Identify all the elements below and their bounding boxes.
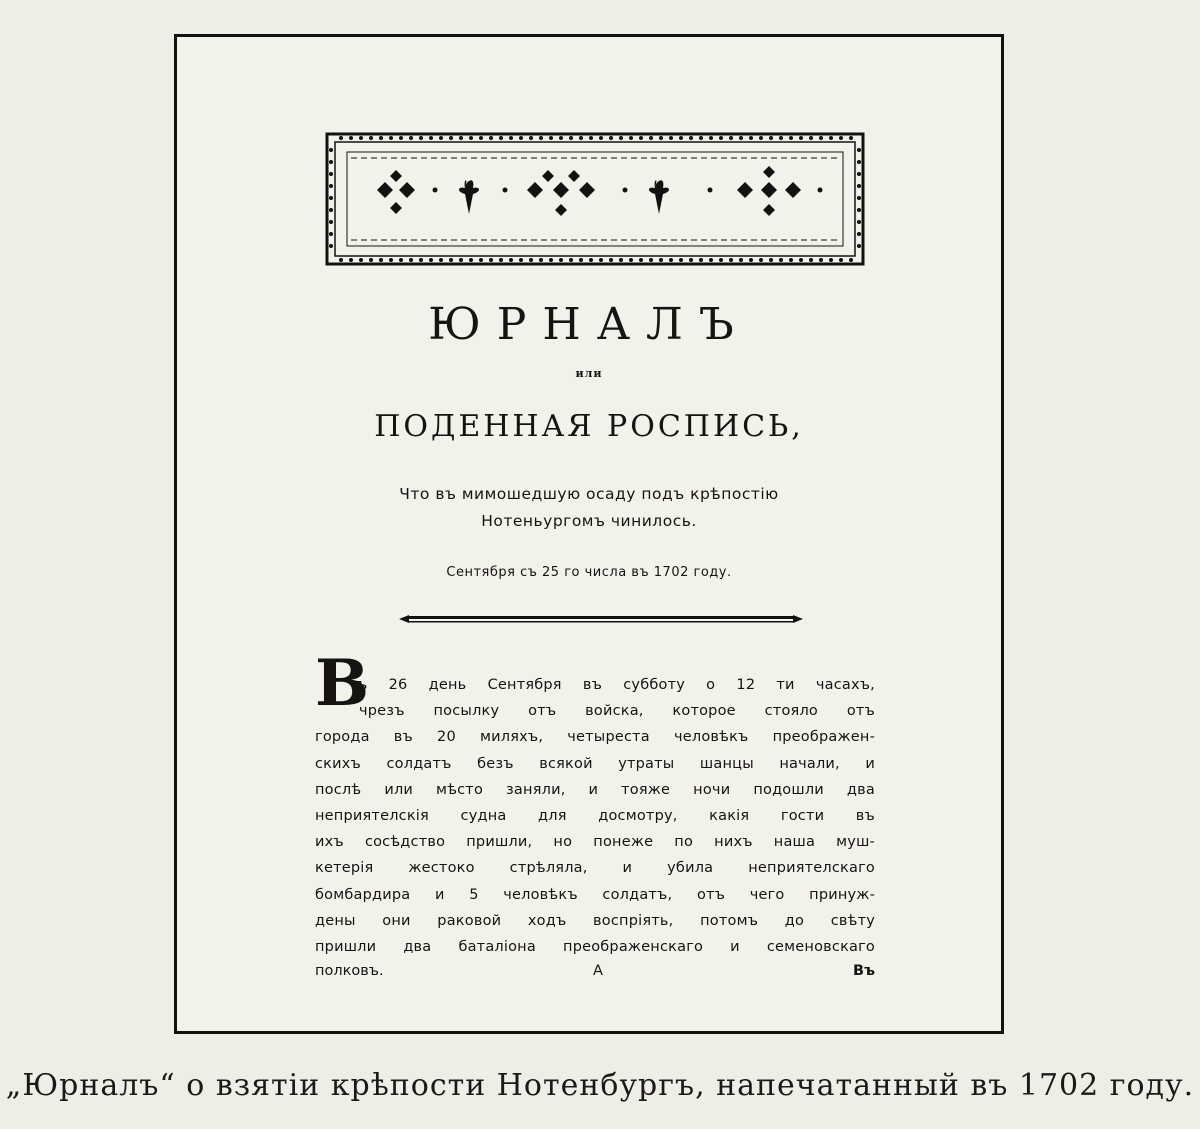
document-subtitle: ПОДЕННАЯ РОСПИСЬ, — [374, 409, 804, 444]
document-title: ЮРНАЛЪ — [428, 299, 750, 350]
body-line: дены они раковой ходъ воспріять, потомъ до свѣту — [315, 912, 875, 929]
body-line: города въ 20 миляхъ, четыреста человѣкъ преображен- — [315, 729, 875, 746]
description-line: Нотеньургомъ чинилось. — [481, 512, 697, 530]
body-line: скихъ солдатъ безъ всякой утраты шанцы начали, и — [315, 755, 875, 772]
figure-caption: „Юрналъ“ о взятіи крѣпости Нотенбургъ, напечатанный въ 1702 году. — [5, 1068, 1195, 1103]
ornament-headpiece — [325, 130, 865, 268]
body-line: кетерія жестоко стрѣляла, и убила неприятелскаго — [315, 860, 875, 877]
last-body-line: полковъ. — [315, 963, 384, 979]
page-frame — [174, 34, 1004, 1034]
signature-mark: А — [593, 963, 603, 979]
body-line: пришли два баталіона преображенскаго и семеновскаго — [315, 939, 875, 956]
catchword: Въ — [853, 963, 875, 979]
body-text — [315, 672, 875, 960]
description — [287, 481, 891, 535]
body-line: послѣ или мѣсто заняли, и тояже ночи подошли два — [315, 781, 875, 798]
body-line: ихъ сосѣдство пришли, но понеже по нихъ наша муш- — [315, 834, 875, 851]
ornamental-rule — [399, 612, 803, 626]
body-line: бомбардира и 5 человѣкъ солдатъ, отъ чего принуж- — [315, 886, 875, 903]
description-line: Что въ мимошедшую осаду подъ крѣпостію — [399, 485, 779, 503]
body-line: неприятелскія судна для досмотру, какія гости въ — [315, 808, 875, 825]
body-line: чрезъ посылку отъ войска, которое стояло отъ — [359, 703, 875, 720]
drop-cap: В — [315, 646, 370, 721]
conjunction-text: или — [575, 367, 603, 380]
body-line: ъ 26 день Сентября въ субботу о 12 ти часахъ, — [357, 677, 875, 693]
date-line: Сентября съ 25 го числа въ 1702 году. — [446, 565, 732, 580]
